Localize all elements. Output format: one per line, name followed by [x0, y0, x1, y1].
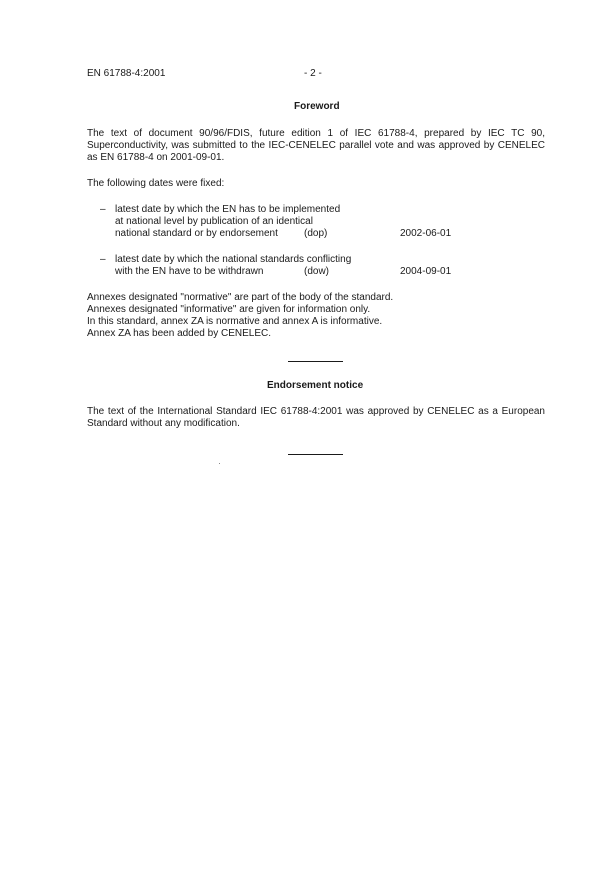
foreword-intro-line: Superconductivity, was submitted to the IEC-CENELEC parallel vote and was approved by CENELEC	[87, 140, 545, 151]
date-item-line: national standard or by endorsement	[115, 228, 278, 239]
annex-line: Annex ZA has been added by CENELEC.	[87, 328, 272, 339]
endorsement-heading: Endorsement notice	[267, 380, 364, 391]
annex-line: In this standard, annex ZA is normative and annex A is informative.	[87, 316, 383, 327]
section-divider	[288, 454, 343, 455]
list-bullet: –	[100, 254, 106, 265]
endorsement-paragraph	[87, 406, 545, 430]
date-item-line: latest date by which the national standards conflicting	[115, 254, 352, 265]
annex-line: Annexes designated "informative" are given for information only.	[87, 304, 371, 315]
scan-speck	[219, 463, 220, 464]
foreword-intro-paragraph	[87, 128, 545, 164]
foreword-intro-line: as EN 61788-4 on 2001-09-01.	[87, 152, 225, 163]
date-item-line: at national level by publication of an identical	[115, 216, 313, 227]
foreword-heading: Foreword	[294, 101, 340, 112]
date-value: 2004-09-01	[400, 266, 452, 277]
document-id: EN 61788-4:2001	[87, 68, 166, 79]
date-code: (dow)	[304, 266, 330, 277]
annex-line: Annexes designated "normative" are part of the body of the standard.	[87, 292, 394, 303]
section-divider	[288, 361, 343, 362]
date-item-line: with the EN have to be withdrawn	[115, 266, 264, 277]
endorsement-line: Standard without any modification.	[87, 418, 240, 429]
endorsement-line: The text of the International Standard IEC 61788-4:2001 was approved by CENELEC as a European	[87, 406, 545, 417]
list-bullet: –	[100, 204, 106, 215]
page-number: - 2 -	[304, 68, 322, 79]
date-value: 2002-06-01	[400, 228, 452, 239]
date-item-line: latest date by which the EN has to be implemented	[115, 204, 341, 215]
foreword-intro-line: The text of document 90/96/FDIS, future edition 1 of IEC 61788-4, prepared by IEC TC 90,	[87, 128, 545, 139]
date-code: (dop)	[304, 228, 328, 239]
dates-intro: The following dates were fixed:	[87, 178, 225, 189]
